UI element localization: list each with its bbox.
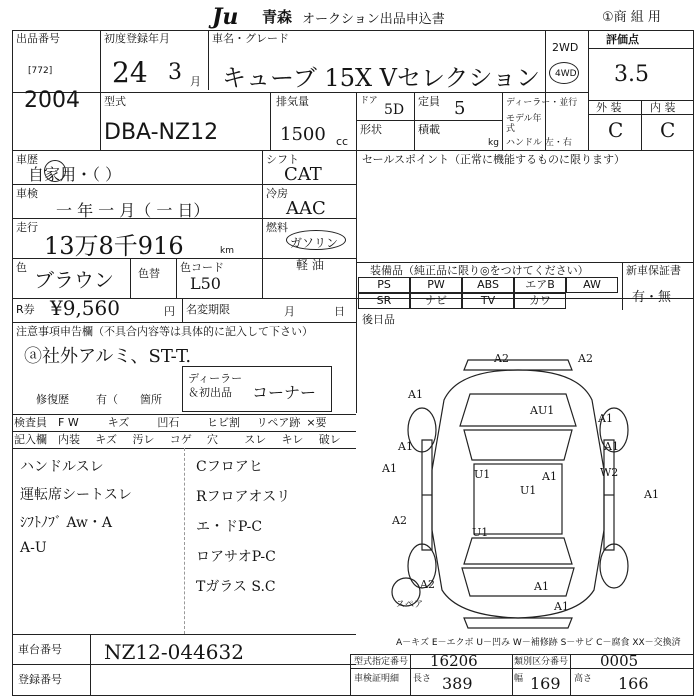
handwritten-note: ハンドルスレ <box>20 459 104 475</box>
equipment-item: ABS <box>462 277 514 293</box>
load-label: 積載 <box>418 123 440 136</box>
chassis-label: 車台番号 <box>18 643 62 656</box>
height-value: 166 <box>618 674 649 693</box>
lot-number: 2004 <box>24 88 80 113</box>
entry-item: スレ <box>244 433 267 446</box>
checker-label: 検査員 <box>14 416 47 429</box>
form-title: オークション出品申込書 <box>302 12 445 27</box>
entry-item: 内装 <box>58 433 80 446</box>
damage-mark: U1 <box>520 484 537 497</box>
fuel-diesel: 軽 油 <box>296 258 324 272</box>
width-label: 幅 <box>514 674 524 684</box>
handwritten-note: エ・ドP-C <box>196 519 263 535</box>
damage-mark: A1 <box>408 388 423 401</box>
registration-month: 3 <box>168 60 182 85</box>
reg-no-label: 登録番号 <box>18 673 62 686</box>
company-name: 青森 <box>262 8 293 26</box>
drive-label: 2WD <box>552 41 579 54</box>
checker-item: ×要 <box>306 416 327 429</box>
color-code-label: 色コード <box>180 261 224 274</box>
equipment-item: AW <box>566 277 618 293</box>
dealer-corner: コーナー <box>252 383 317 402</box>
checker-item: F W <box>58 416 79 429</box>
exterior-grade: C <box>608 118 624 142</box>
checker-item: ヒビ割 <box>207 416 240 429</box>
score-label: 評価点 <box>606 33 639 46</box>
entry-item: 汚レ <box>132 433 155 446</box>
displacement-label: 排気量 <box>276 95 309 108</box>
first-registration-label: 初度登録年月 <box>104 32 170 45</box>
color-label: 色 <box>16 261 27 274</box>
length-value: 389 <box>442 674 473 693</box>
handwritten-note: A-U <box>20 540 47 556</box>
aircon-label: 冷房 <box>266 187 288 200</box>
notes-value: ⓐ社外アルミ、ST-T. <box>24 346 192 367</box>
damage-mark: A1 <box>382 462 397 475</box>
entry-item: コゲ <box>169 433 192 446</box>
history-value: 自家用・（ ） <box>28 165 122 184</box>
entry-item: 破レ <box>318 433 341 446</box>
interior-grade: C <box>660 118 676 142</box>
damage-mark: A2 <box>420 578 435 591</box>
mileage-label: 走行 <box>16 221 38 234</box>
cc-unit: cc <box>336 135 349 148</box>
damage-mark: A1 <box>534 580 549 593</box>
warranty-label: 新車保証書 <box>626 264 681 277</box>
model-value: DBA-NZ12 <box>104 120 219 145</box>
damage-mark: A2 <box>578 352 593 365</box>
notes-label: 注意事項申告欄（不具合内容等は具体的に記入して下さい） <box>16 325 313 338</box>
damage-mark: A1 <box>644 488 659 501</box>
repair-count: 有（ <box>96 393 118 406</box>
class-no-value: 0005 <box>600 652 639 670</box>
damage-mark: A2 <box>392 514 407 527</box>
repair-label: 修復歴 <box>36 393 69 406</box>
equipment-item: PW <box>410 277 462 293</box>
checker-item: キズ <box>107 416 130 429</box>
checker-item: 凹石 <box>157 416 180 429</box>
handwritten-note: Rフロアオスリ <box>196 489 291 505</box>
aircon-value: AAC <box>286 198 326 219</box>
width-value: 169 <box>530 674 561 693</box>
name-change-day: 日 <box>334 305 345 318</box>
mileage-value: 13万8千916 <box>44 232 184 260</box>
damage-mark: AU1 <box>530 404 555 417</box>
damage-mark: A1 <box>542 470 557 483</box>
spec-no-label: 型式指定番号 <box>354 657 409 667</box>
repair-unit: 箇所 <box>140 393 162 406</box>
drive-mark: 4WD <box>555 69 577 79</box>
displacement-value: 1500 <box>280 124 326 145</box>
handwritten-note: ロアサオP-C <box>196 549 276 565</box>
fuel-label: 燃料 <box>266 221 288 234</box>
damage-mark: A1 <box>398 440 413 453</box>
damage-mark: U1 <box>472 526 489 539</box>
lot-number-label: 出品番号 <box>16 32 60 45</box>
handwritten-note: Cフロアヒ <box>196 459 263 475</box>
equipment-item: PS <box>358 277 410 293</box>
height-label: 高さ <box>574 674 593 684</box>
damage-mark: A1 <box>604 440 619 453</box>
length-label: 長さ <box>413 674 432 684</box>
equipment-item: ナビ <box>410 293 462 309</box>
copy-label: ①商 組 用 <box>602 10 661 25</box>
handwritten-note: Tガラス S.C <box>196 579 276 595</box>
shift-label: シフト <box>266 153 299 166</box>
spec-no-value: 16206 <box>430 652 478 670</box>
exterior-label: 外 装 <box>596 101 622 114</box>
car-name-grade: キューブ 15X Vセレクション <box>222 64 541 92</box>
model-year-label: モデル年式 <box>506 114 542 134</box>
checker-item: リペア跡 <box>256 416 301 429</box>
equipment-item: エアB <box>514 277 566 293</box>
color-change-label: 色替 <box>138 267 160 280</box>
shape-label: 形状 <box>360 123 382 136</box>
seats-label: 定員 <box>418 95 440 108</box>
handwritten-note: 運転席シートスレ <box>20 487 132 503</box>
doors-label: ドア <box>360 96 378 106</box>
damage-mark: U1 <box>474 468 491 481</box>
fuel-gasoline: ガソリン <box>290 236 339 250</box>
name-change-label: 名変期限 <box>186 303 230 316</box>
recycle-value: ¥9,560 <box>50 296 120 320</box>
warranty-value: 有・無 <box>632 290 672 305</box>
history-label: 車歴 <box>16 153 38 166</box>
entry-item: 穴 <box>207 433 218 446</box>
color-value: ブラウン <box>34 268 114 292</box>
dealer-box-label: ディーラー＆初出品 <box>188 372 243 399</box>
model-label: 型式 <box>104 95 126 108</box>
class-no-label: 類別区分番号 <box>514 657 569 667</box>
month-unit: 月 <box>190 75 201 88</box>
doors-value: 5D <box>384 102 405 118</box>
chassis-value: NZ12-044632 <box>104 640 244 664</box>
equipment-item: カワ <box>514 293 566 309</box>
shift-value: CAT <box>284 164 322 185</box>
recycle-label: R券 <box>16 303 35 316</box>
yen-unit: 円 <box>164 305 175 318</box>
vin-ref-label: 車検証明細 <box>354 674 400 684</box>
rear-label: 後日品 <box>362 313 395 326</box>
entry-label: 記入欄 <box>14 433 47 446</box>
interior-label: 内 装 <box>650 101 676 114</box>
name-grade-label: 車名・グレード <box>212 32 289 45</box>
inspection-value: 一 年 一 月（ 一 日） <box>56 201 210 220</box>
name-change-month: 月 <box>284 305 295 318</box>
damage-legend: A－キズ E－エクボ U－凹み W－補修跡 S－サビ C－腐食 XX－交換済 <box>396 638 681 648</box>
registration-year: 24 <box>112 56 148 89</box>
mileage-unit: km <box>220 246 234 256</box>
entry-item: キズ <box>95 433 118 446</box>
entry-item: キレ <box>281 433 304 446</box>
lot-prefix: [772] <box>28 66 53 76</box>
dealer-label: ディーラー・並行 <box>506 98 578 108</box>
seats-value: 5 <box>454 98 466 119</box>
damage-mark: A2 <box>494 352 509 365</box>
score-value: 3.5 <box>614 62 649 87</box>
damage-mark: A1 <box>598 412 613 425</box>
equipment-label: 装備品（純正品に限り◎をつけてください） <box>370 264 589 277</box>
handle-label: ハンドル 左・右 <box>506 138 572 148</box>
sales-point-label: セールスポイント（正常に機能するものに限ります） <box>362 153 626 166</box>
spare-label: スペア <box>396 600 424 610</box>
inspection-label: 車検 <box>16 187 38 200</box>
equipment-item: TV <box>462 293 514 309</box>
auction-logo: Ju <box>212 4 239 30</box>
damage-mark: W2 <box>600 466 619 479</box>
damage-mark: A1 <box>554 600 569 613</box>
color-code-value: L50 <box>190 274 221 293</box>
equipment-item: SR <box>358 293 410 309</box>
kg-unit: kg <box>488 138 499 148</box>
handwritten-note: ｼﾌﾄﾉﾌﾞ Aw・A <box>20 515 113 531</box>
